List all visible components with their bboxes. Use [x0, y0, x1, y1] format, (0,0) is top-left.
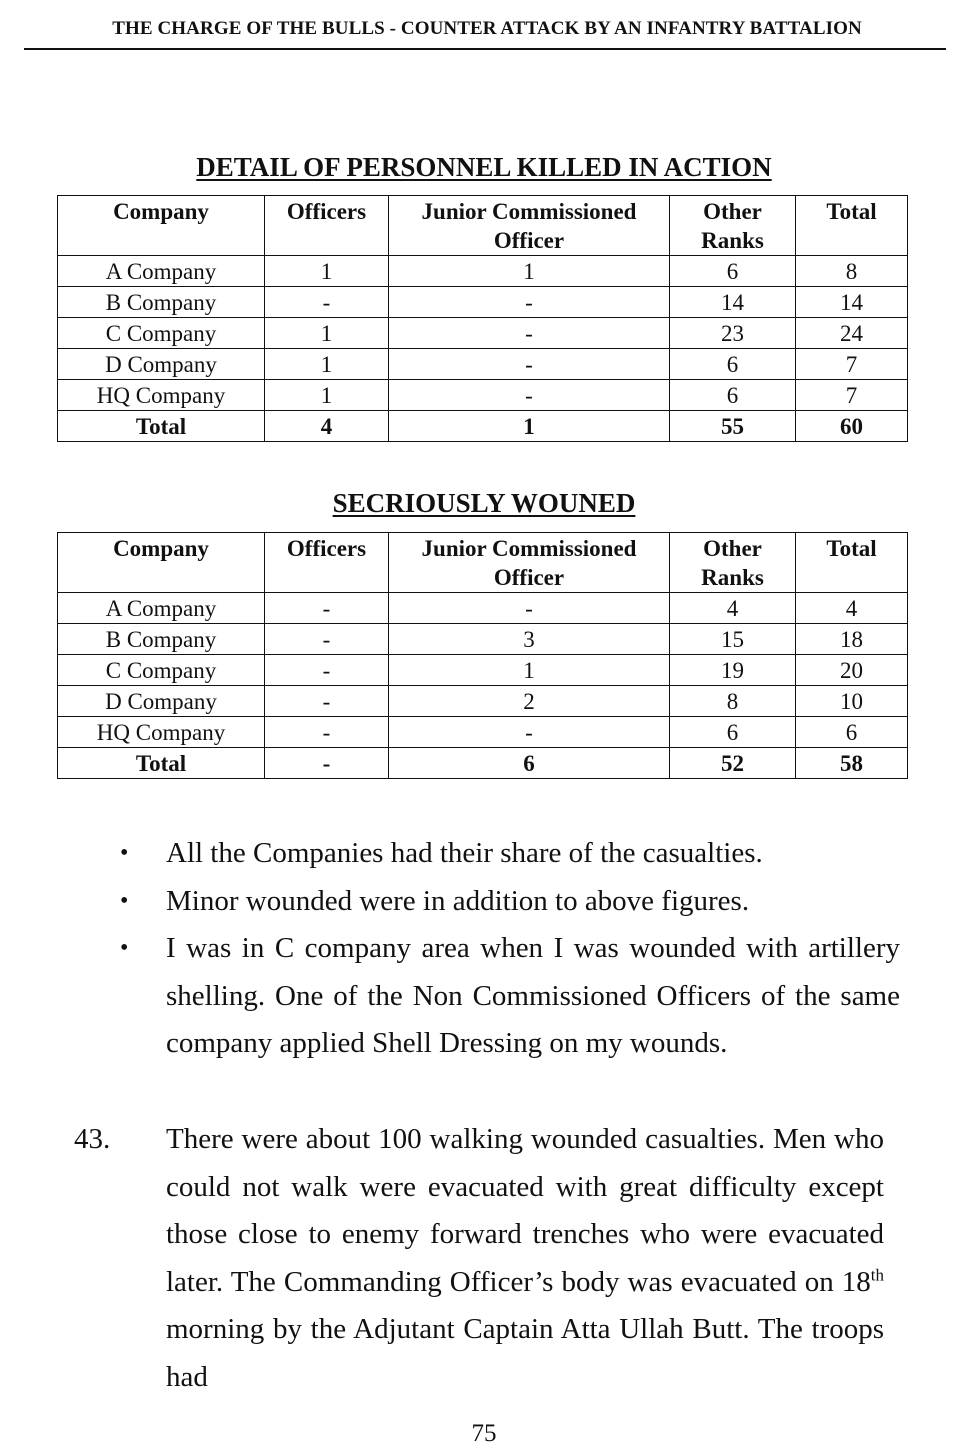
list-item-text: All the Companies had their share of the casualties. [166, 837, 763, 869]
column-header-other-ranks: Other Ranks [670, 196, 796, 256]
page-number: 75 [471, 1420, 497, 1447]
table-cell: 58 [796, 748, 908, 779]
bullet-icon: • [120, 935, 129, 961]
table-cell: 1 [389, 256, 670, 287]
column-header-officers: Officers [265, 533, 389, 593]
column-header-other-ranks: Other Ranks [670, 533, 796, 593]
table-cell: 1 [265, 318, 389, 349]
column-header-jco: Junior Commissioned Officer [389, 196, 670, 256]
table-cell: 6 [670, 349, 796, 380]
table-cell: 6 [670, 717, 796, 748]
table-cell: 4 [670, 593, 796, 624]
list-item-text: Minor wounded were in addition to above figures. [166, 884, 750, 917]
table-cell: 1 [389, 411, 670, 442]
wounded-table-title: SECRIOUSLY WOUNED [332, 488, 636, 518]
table-cell: A Company [58, 256, 265, 287]
table-cell: - [389, 349, 670, 380]
table-cell: 15 [670, 624, 796, 655]
table-total-row [58, 748, 908, 779]
table-row [58, 593, 908, 624]
list-item [120, 830, 900, 878]
table-cell: 6 [670, 380, 796, 411]
table-cell: 6 [670, 256, 796, 287]
table-cell: - [265, 655, 389, 686]
paragraph-text [166, 1116, 884, 1401]
table-cell: 8 [670, 686, 796, 717]
paragraph-text-part: There were about 100 walking wounded casualties. Men who could not walk were evacuated with great difficulty except those close to enemy forward trenches who were evacuated later. The Commanding Officer’s body was evacuated on 18 [166, 1123, 884, 1298]
table-cell: - [389, 593, 670, 624]
table-cell: 4 [265, 411, 389, 442]
table-cell: - [389, 318, 670, 349]
bullet-icon: • [120, 887, 129, 914]
table-cell: - [389, 717, 670, 748]
table-cell: - [389, 287, 670, 318]
table-cell: 10 [796, 686, 908, 717]
table-header-row [58, 533, 908, 593]
header-rule [24, 48, 946, 50]
list-item-text: I was in C company area when I was wounded with artillery shelling. One of the Non Commissioned Officers of the same company applied Shell Dressing on my wounds. [166, 932, 900, 1059]
table-cell: - [265, 686, 389, 717]
table-cell: 55 [670, 411, 796, 442]
column-header-company: Company [58, 533, 265, 593]
column-header-company: Company [58, 196, 265, 256]
numbered-paragraph [74, 1116, 884, 1401]
table-cell: 7 [796, 349, 908, 380]
running-header: THE CHARGE OF THE BULLS - COUNTER ATTACK BY AN INFANTRY BATTALION [112, 18, 862, 39]
table-row [58, 256, 908, 287]
seriously-wounded-table [57, 532, 908, 779]
table-row [58, 655, 908, 686]
table-cell: 1 [389, 655, 670, 686]
column-header-officers: Officers [265, 196, 389, 256]
table-row [58, 318, 908, 349]
table-cell: 60 [796, 411, 908, 442]
table-cell: 3 [389, 624, 670, 655]
table-cell: 18 [796, 624, 908, 655]
table-cell: 8 [796, 256, 908, 287]
table-cell: 1 [265, 349, 389, 380]
table-cell: 14 [670, 287, 796, 318]
table-row [58, 287, 908, 318]
list-item [120, 878, 900, 926]
ordinal-suffix: th [870, 1264, 884, 1284]
table-cell: B Company [58, 624, 265, 655]
table-cell: - [265, 717, 389, 748]
table-cell: D Company [58, 686, 265, 717]
table-cell: - [265, 287, 389, 318]
table-cell: 2 [389, 686, 670, 717]
table-cell: C Company [58, 318, 265, 349]
column-header-total: Total [796, 533, 908, 593]
column-header-total: Total [796, 196, 908, 256]
column-header-jco: Junior Commissioned Officer [389, 533, 670, 593]
table-cell: - [265, 593, 389, 624]
table-cell: 6 [796, 717, 908, 748]
table-cell: 20 [796, 655, 908, 686]
table-cell: 7 [796, 380, 908, 411]
table-cell: - [389, 380, 670, 411]
table-cell: C Company [58, 655, 265, 686]
table-cell: - [265, 748, 389, 779]
table-cell: 52 [670, 748, 796, 779]
table-cell: 4 [796, 593, 908, 624]
table-row [58, 349, 908, 380]
table-cell: Total [58, 411, 265, 442]
paragraph-text-part: morning by the Adjutant Captain Atta Ullah Butt. The troops had [166, 1313, 884, 1393]
table-cell: B Company [58, 287, 265, 318]
table-total-row [58, 411, 908, 442]
table-cell: 6 [389, 748, 670, 779]
table-cell: 1 [265, 256, 389, 287]
table-cell: HQ Company [58, 380, 265, 411]
list-item [120, 925, 900, 1068]
table-cell: 23 [670, 318, 796, 349]
table-cell: 19 [670, 655, 796, 686]
table-header-row [58, 196, 908, 256]
table-cell: A Company [58, 593, 265, 624]
killed-table-title: DETAIL OF PERSONNEL KILLED IN ACTION [196, 152, 772, 182]
table-cell: 1 [265, 380, 389, 411]
killed-in-action-table [57, 195, 908, 442]
table-row [58, 686, 908, 717]
bullet-list [120, 830, 900, 1068]
paragraph-number: 43. [74, 1123, 111, 1155]
table-row [58, 380, 908, 411]
table-cell: 14 [796, 287, 908, 318]
table-row [58, 717, 908, 748]
table-row [58, 624, 908, 655]
table-cell: 24 [796, 318, 908, 349]
table-cell: D Company [58, 349, 265, 380]
bullet-icon: • [120, 840, 129, 866]
table-cell: Total [58, 748, 265, 779]
table-cell: - [265, 624, 389, 655]
table-cell: HQ Company [58, 717, 265, 748]
